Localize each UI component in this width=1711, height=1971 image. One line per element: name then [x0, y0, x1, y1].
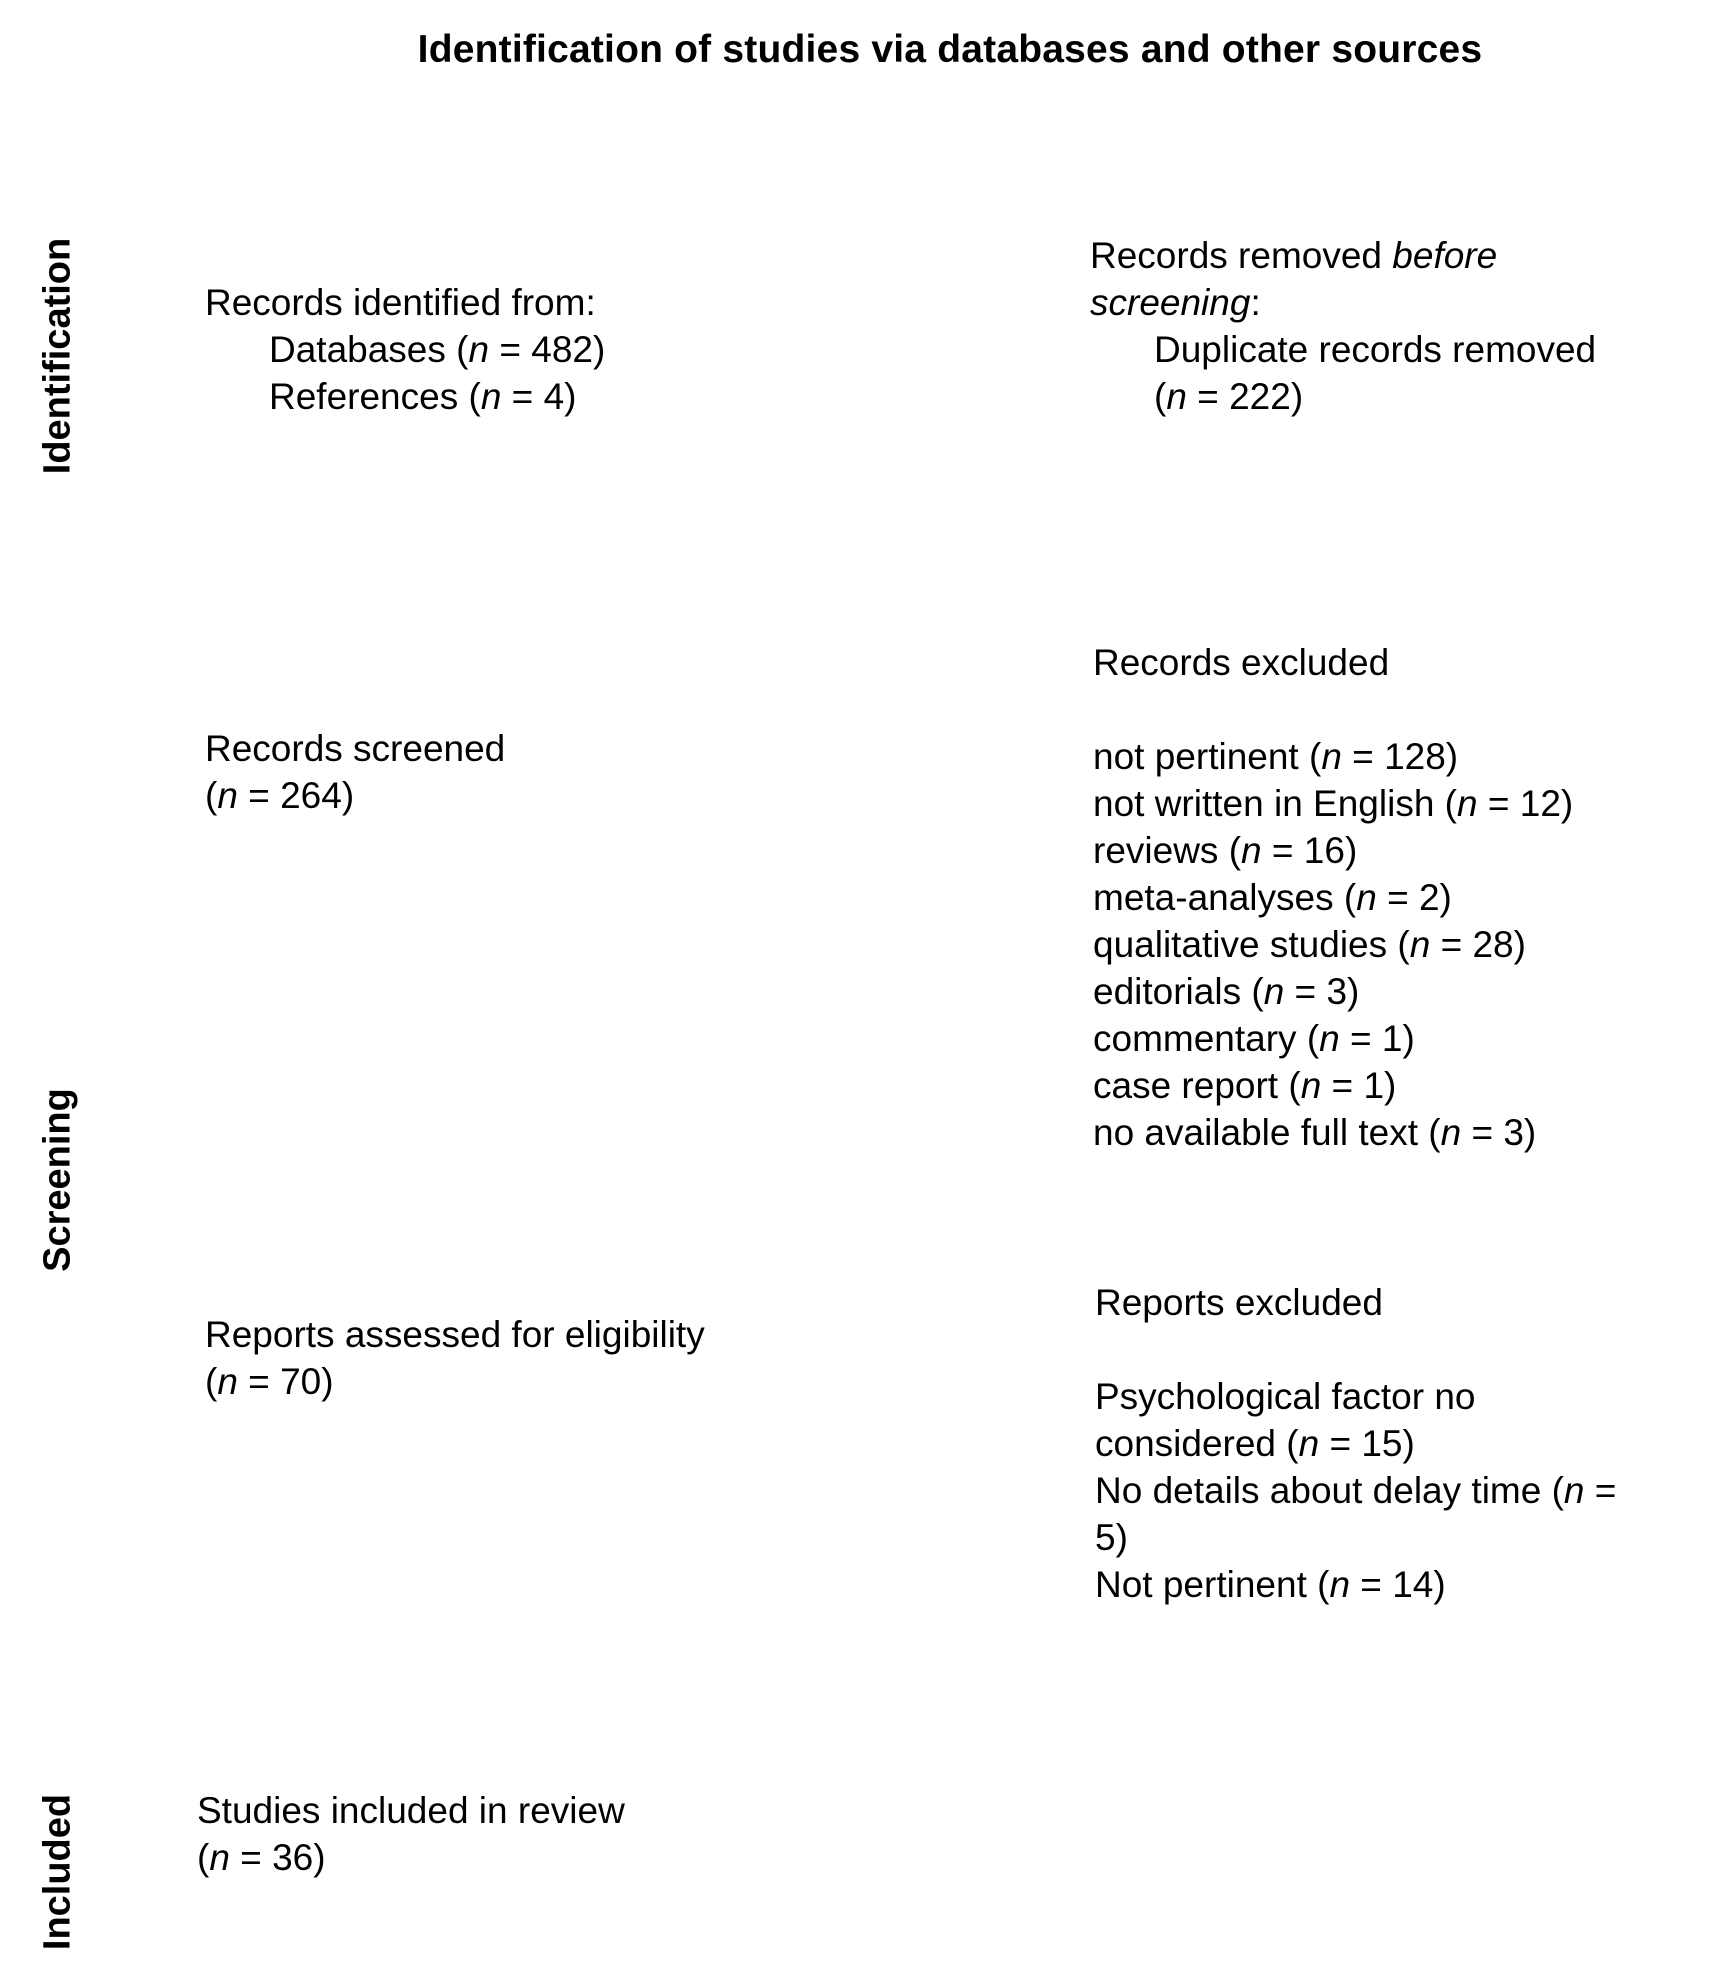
- references-count: References (n = 4): [269, 376, 577, 417]
- records-excluded-item-n: 16: [1303, 830, 1345, 871]
- n-symbol: n: [1263, 971, 1285, 1012]
- reports-excluded-item-2-line-1: No details about delay time (n =: [1095, 1470, 1617, 1511]
- records-excluded-item-n: 1: [1363, 1065, 1385, 1106]
- records-excluded-item-n: 28: [1472, 924, 1514, 965]
- n-symbol: n: [1319, 1018, 1340, 1059]
- records-excluded-item: reviews (n = 16): [1093, 830, 1358, 871]
- n-symbol: n: [1440, 1112, 1462, 1153]
- reports-assessed-n: 70: [280, 1361, 322, 1402]
- records-excluded-item-n: 2: [1418, 877, 1440, 918]
- records-excluded-heading: Records excluded: [1093, 642, 1390, 683]
- reports-assessed-box: [205, 1311, 705, 1405]
- records-excluded-item-n: 128: [1384, 736, 1446, 777]
- phase-label-included: Included: [36, 1793, 79, 1951]
- references-label: References (: [269, 376, 481, 417]
- records-excluded-item: editorials (n = 3): [1093, 971, 1360, 1012]
- reports-excluded-item-1-n: 15: [1361, 1423, 1403, 1464]
- references-n: 4: [543, 376, 565, 417]
- studies-included-box: [197, 1787, 625, 1881]
- records-excluded-box: [1093, 639, 1573, 1156]
- n-symbol: n: [1457, 783, 1478, 824]
- records-excluded-item-label: no available full text (: [1093, 1112, 1441, 1153]
- n-symbol: n: [468, 329, 490, 370]
- duplicates-n: 222: [1229, 376, 1291, 417]
- n-symbol: n: [1356, 877, 1377, 918]
- records-excluded-item-label: not written in English (: [1093, 783, 1458, 824]
- records-removed-box: [1090, 232, 1596, 420]
- reports-assessed-count: (n = 70): [205, 1361, 334, 1402]
- databases-count: Databases (n = 482): [269, 329, 606, 370]
- reports-excluded-item-3: Not pertinent (n = 14): [1095, 1564, 1446, 1605]
- n-symbol: n: [217, 1361, 238, 1402]
- records-screened-count: (n = 264): [205, 775, 355, 816]
- records-excluded-item-label: qualitative studies (: [1093, 924, 1410, 965]
- records-excluded-item: qualitative studies (n = 28): [1093, 924, 1526, 965]
- phase-label-screening: Screening: [36, 1088, 79, 1272]
- n-symbol: n: [1166, 376, 1187, 417]
- records-excluded-item-label: case report (: [1093, 1065, 1301, 1106]
- records-excluded-item-n: 3: [1503, 1112, 1524, 1153]
- reports-excluded-item-3-n: 14: [1392, 1564, 1434, 1605]
- n-symbol: n: [1298, 1423, 1320, 1464]
- reports-excluded-item-1-line-2: considered (n = 15): [1095, 1423, 1415, 1464]
- records-excluded-item: not pertinent (n = 128): [1093, 736, 1459, 777]
- n-symbol: n: [480, 376, 502, 417]
- n-symbol: n: [1241, 830, 1262, 871]
- n-symbol: n: [1300, 1065, 1322, 1106]
- records-excluded-item-n: 1: [1381, 1018, 1403, 1059]
- studies-included-count: (n = 36): [197, 1837, 326, 1878]
- n-symbol: n: [217, 775, 238, 816]
- phase-label-identification: Identification: [36, 237, 79, 475]
- records-screened-box: [205, 725, 505, 819]
- reports-excluded-item-1-line-1: Psychological factor no: [1095, 1376, 1476, 1417]
- records-identified-heading: Records identified from:: [205, 282, 596, 323]
- records-excluded-item: meta-analyses (n = 2): [1093, 877, 1452, 918]
- records-excluded-item-label: commentary (: [1093, 1018, 1320, 1059]
- n-symbol: n: [1329, 1564, 1351, 1605]
- reports-excluded-item-2-n: 5: [1095, 1517, 1116, 1558]
- records-excluded-item: not written in English (n = 12): [1093, 783, 1574, 824]
- n-symbol: n: [1321, 736, 1342, 777]
- before-emphasis: before: [1392, 235, 1498, 276]
- records-identified-box: [205, 279, 605, 420]
- duplicates-label: Duplicate records removed: [1154, 329, 1597, 370]
- databases-label: Databases (: [269, 329, 469, 370]
- records-screened-n: 264: [280, 775, 342, 816]
- studies-included-heading: Studies included in review: [197, 1790, 625, 1831]
- records-excluded-item-label: reviews (: [1093, 830, 1242, 871]
- records-excluded-item: commentary (n = 1): [1093, 1018, 1415, 1059]
- reports-excluded-heading: Reports excluded: [1095, 1282, 1383, 1323]
- duplicates-count: (n = 222): [1154, 376, 1304, 417]
- records-excluded-item-n: 12: [1519, 783, 1561, 824]
- studies-included-n: 36: [272, 1837, 314, 1878]
- reports-excluded-item-2-line-2: 5): [1095, 1517, 1128, 1558]
- records-screened-heading: Records screened: [205, 728, 506, 769]
- reports-assessed-heading: Reports assessed for eligibility: [205, 1314, 705, 1355]
- records-excluded-list: [1093, 733, 1573, 1156]
- records-excluded-item: no available full text (n = 3): [1093, 1112, 1537, 1153]
- screening-emphasis: screening: [1090, 282, 1251, 323]
- records-excluded-item-label: editorials (: [1093, 971, 1264, 1012]
- records-excluded-item-label: meta-analyses (: [1093, 877, 1357, 918]
- diagram-title: Identification of studies via databases and other sources: [417, 28, 1483, 71]
- n-symbol: n: [1409, 924, 1431, 965]
- records-excluded-item: case report (n = 1): [1093, 1065, 1397, 1106]
- reports-excluded-box: [1095, 1279, 1616, 1608]
- databases-n: 482: [531, 329, 593, 370]
- records-removed-heading-line1: Records removed before: [1090, 235, 1498, 276]
- records-excluded-item-n: 3: [1326, 971, 1348, 1012]
- records-excluded-item-label: not pertinent (: [1093, 736, 1322, 777]
- n-symbol: n: [1563, 1470, 1585, 1511]
- records-removed-heading-line2: screening:: [1090, 282, 1261, 323]
- n-symbol: n: [209, 1837, 230, 1878]
